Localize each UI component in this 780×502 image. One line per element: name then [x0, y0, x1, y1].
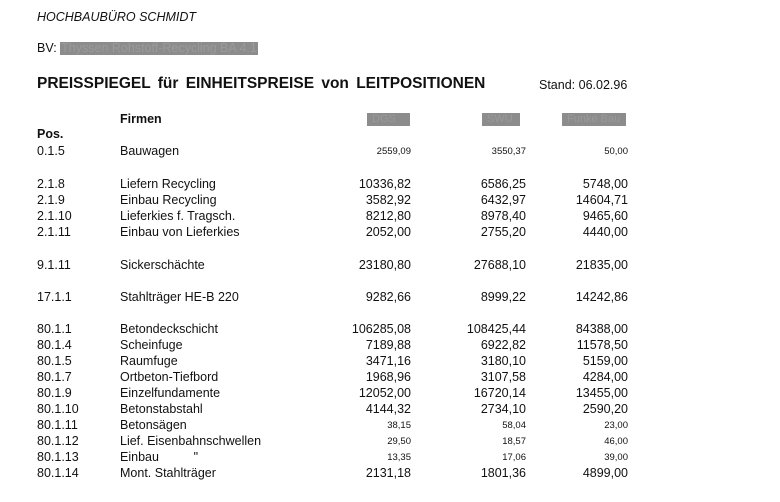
table-row [0, 209, 780, 225]
document-title: PREISSPIEGEL für EINHEITSPREISE von LEITPOSITIONEN [37, 75, 486, 92]
position-number: 80.1.11 [37, 418, 78, 432]
table-row [0, 144, 780, 160]
position-description: Liefern Recycling [120, 177, 216, 191]
table-row [0, 434, 780, 450]
unit-price-firm-2: 108425,44 [466, 322, 526, 336]
unit-price-firm-3: 2590,20 [582, 402, 628, 416]
unit-price-firm-3: 4284,00 [582, 370, 628, 384]
unit-price-firm-2: 58,04 [502, 420, 526, 431]
table-row [0, 322, 780, 338]
unit-price-firm-1: 1968,96 [365, 370, 411, 384]
unit-price-firm-1: 2559,09 [376, 146, 411, 157]
unit-price-firm-1: 10336,82 [358, 177, 411, 191]
unit-price-firm-2: 1801,36 [480, 466, 526, 480]
table-row [0, 193, 780, 209]
unit-price-firm-2: 2734,10 [480, 402, 526, 416]
position-description: Raumfuge [120, 354, 178, 368]
firm-header-redacted: Funke Bau [562, 113, 626, 126]
position-number: 80.1.13 [37, 450, 79, 464]
unit-price-firm-2: 3180,10 [480, 354, 526, 368]
header-pos: Pos. [37, 127, 64, 141]
position-number: 2.1.8 [37, 177, 65, 191]
unit-price-firm-3: 13455,00 [575, 386, 628, 400]
position-number: 80.1.1 [37, 322, 72, 336]
stand-date: Stand: 06.02.96 [539, 78, 628, 92]
firm-header-redacted: SWU [482, 113, 520, 126]
position-description: Mont. Stahlträger [120, 466, 216, 480]
table-row [0, 418, 780, 434]
position-description: Sickerschächte [120, 258, 205, 272]
unit-price-firm-3: 4899,00 [582, 466, 628, 480]
position-description: Einbau " [120, 450, 199, 464]
unit-price-firm-3: 23,00 [604, 420, 628, 431]
unit-price-firm-1: 12052,00 [358, 386, 411, 400]
company-name: HOCHBAUBÜRO SCHMIDT [37, 10, 197, 24]
unit-price-firm-2: 8978,40 [480, 209, 526, 223]
unit-price-firm-2: 27688,10 [473, 258, 526, 272]
position-number: 2.1.10 [37, 209, 72, 223]
position-number: 2.1.9 [37, 193, 65, 207]
unit-price-firm-3: 14242,86 [575, 290, 628, 304]
position-number: 80.1.5 [37, 354, 72, 368]
position-description: Betonstabstahl [120, 402, 203, 416]
position-number: 2.1.11 [37, 225, 71, 239]
position-number: 80.1.7 [37, 370, 72, 384]
unit-price-firm-3: 21835,00 [575, 258, 628, 272]
unit-price-firm-3: 84388,00 [575, 322, 628, 336]
unit-price-firm-1: 9282,66 [365, 290, 411, 304]
unit-price-firm-3: 5159,00 [582, 354, 628, 368]
unit-price-firm-1: 8212,80 [365, 209, 411, 223]
unit-price-firm-2: 2755,20 [480, 225, 526, 239]
bv-value-redacted: Thyssen Rohstoff-Recycling BA 4.1 [61, 41, 257, 55]
unit-price-firm-1: 106285,08 [351, 322, 411, 336]
position-number: 80.1.10 [37, 402, 79, 416]
table-row [0, 402, 780, 418]
table-row [0, 450, 780, 466]
position-description: Betonsägen [120, 418, 187, 432]
unit-price-firm-3: 11578,50 [576, 338, 628, 352]
table-row [0, 386, 780, 402]
table-row [0, 466, 780, 482]
bv-label: BV: [37, 41, 57, 55]
bv-line [37, 41, 258, 55]
table-row [0, 258, 780, 274]
unit-price-firm-2: 16720,14 [473, 386, 526, 400]
unit-price-firm-3: 5748,00 [582, 177, 628, 191]
position-number: 17.1.1 [37, 290, 72, 304]
table-row [0, 177, 780, 193]
position-number: 80.1.9 [37, 386, 72, 400]
unit-price-firm-2: 6586,25 [480, 177, 526, 191]
table-row [0, 225, 780, 241]
position-description: Lief. Eisenbahnschwellen [120, 434, 262, 448]
unit-price-firm-1: 3471,16 [365, 354, 411, 368]
position-description: Bauwagen [120, 144, 180, 158]
position-description: Ortbeton-Tiefbord [120, 370, 219, 384]
unit-price-firm-2: 18,57 [502, 436, 526, 447]
unit-price-firm-1: 2131,18 [365, 466, 411, 480]
position-number: 80.1.4 [37, 338, 72, 352]
position-description: Einbau Recycling [120, 193, 217, 207]
position-description: Lieferkies f. Tragsch. [120, 209, 236, 223]
position-description: Stahlträger HE-B 220 [120, 290, 239, 304]
position-description: Einzelfundamente [120, 386, 221, 400]
unit-price-firm-2: 6922,82 [480, 338, 526, 352]
unit-price-firm-2: 3550,37 [491, 146, 526, 157]
position-number: 80.1.12 [37, 434, 79, 448]
header-firmen: Firmen [120, 112, 162, 126]
unit-price-firm-1: 13,35 [387, 452, 411, 463]
unit-price-firm-3: 46,00 [604, 436, 628, 447]
position-description: Betondeckschicht [120, 322, 218, 336]
unit-price-firm-3: 50,00 [604, 146, 628, 157]
unit-price-firm-1: 38,15 [387, 420, 411, 431]
firm-header-redacted: DGS [367, 113, 410, 126]
table-row [0, 338, 780, 354]
position-number: 0.1.5 [37, 144, 65, 158]
table-row [0, 354, 780, 370]
unit-price-firm-1: 4144,32 [365, 402, 411, 416]
unit-price-firm-1: 23180,80 [358, 258, 411, 272]
position-description: Scheinfuge [120, 338, 183, 352]
unit-price-firm-3: 9465,60 [582, 209, 628, 223]
unit-price-firm-1: 2052,00 [365, 225, 411, 239]
unit-price-firm-3: 4440,00 [582, 225, 628, 239]
unit-price-firm-2: 17,06 [502, 452, 526, 463]
unit-price-firm-2: 8999,22 [480, 290, 526, 304]
unit-price-firm-3: 39,00 [604, 452, 628, 463]
unit-price-firm-2: 3107,58 [480, 370, 526, 384]
position-number: 9.1.11 [37, 258, 71, 272]
table-row [0, 290, 780, 306]
table-row [0, 370, 780, 386]
unit-price-firm-2: 6432,97 [480, 193, 526, 207]
unit-price-firm-1: 29,50 [387, 436, 411, 447]
position-description: Einbau von Lieferkies [120, 225, 240, 239]
unit-price-firm-3: 14604,71 [575, 193, 628, 207]
position-number: 80.1.14 [37, 466, 79, 480]
unit-price-firm-1: 3582,92 [365, 193, 411, 207]
unit-price-firm-1: 7189,88 [365, 338, 411, 352]
